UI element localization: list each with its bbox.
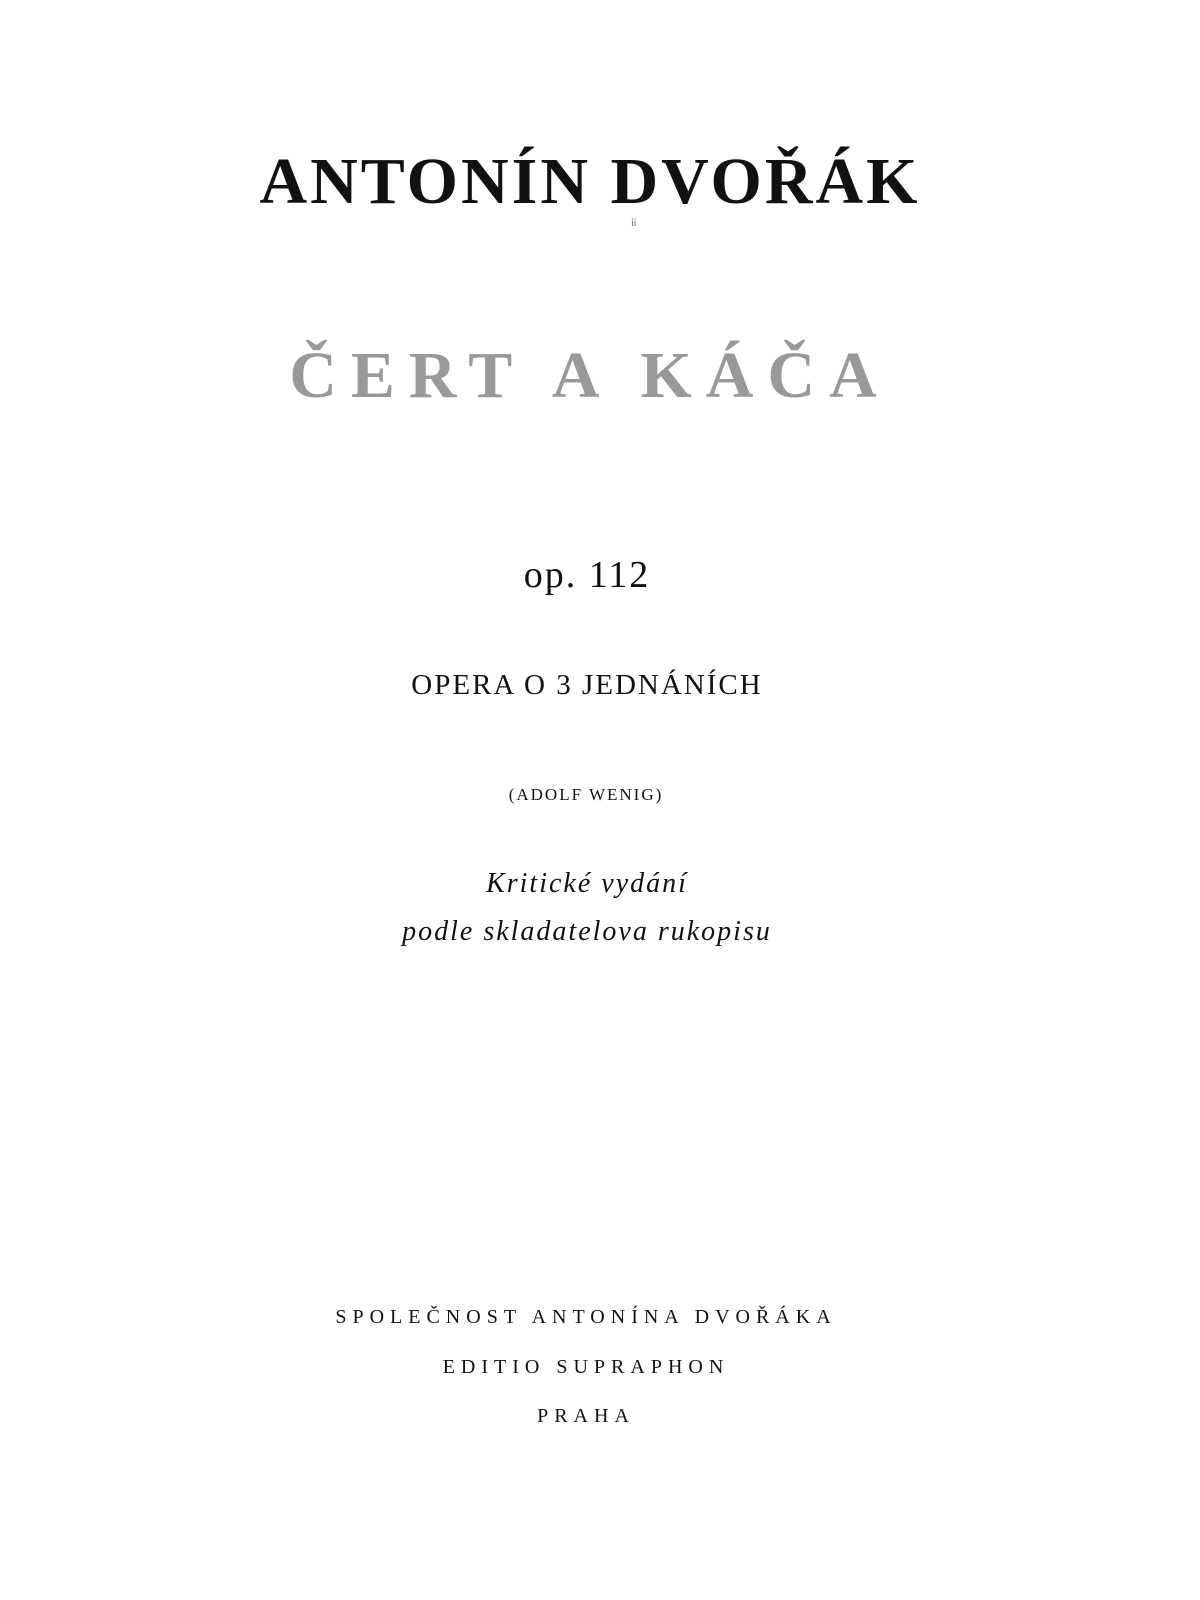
stray-mark: ii: [631, 218, 637, 229]
work-title: ČERT A KÁČA: [289, 339, 891, 412]
edition-note-line-2: podle skladatelova rukopisu: [402, 916, 772, 947]
composer-name: ANTONÍN DVOŘÁK: [259, 145, 921, 218]
publisher-name: SPOLEČNOST ANTONÍNA DVOŘÁKA: [335, 1306, 837, 1328]
work-subtitle: OPERA O 3 JEDNÁNÍCH: [411, 669, 763, 701]
imprint-name: EDITIO SUPRAPHON: [442, 1356, 730, 1378]
publication-city: PRAHA: [537, 1405, 635, 1427]
librettist: (ADOLF WENIG): [508, 785, 664, 804]
edition-note-line-1: Kritické vydání: [486, 868, 688, 899]
opus-number: op. 112: [523, 554, 651, 596]
